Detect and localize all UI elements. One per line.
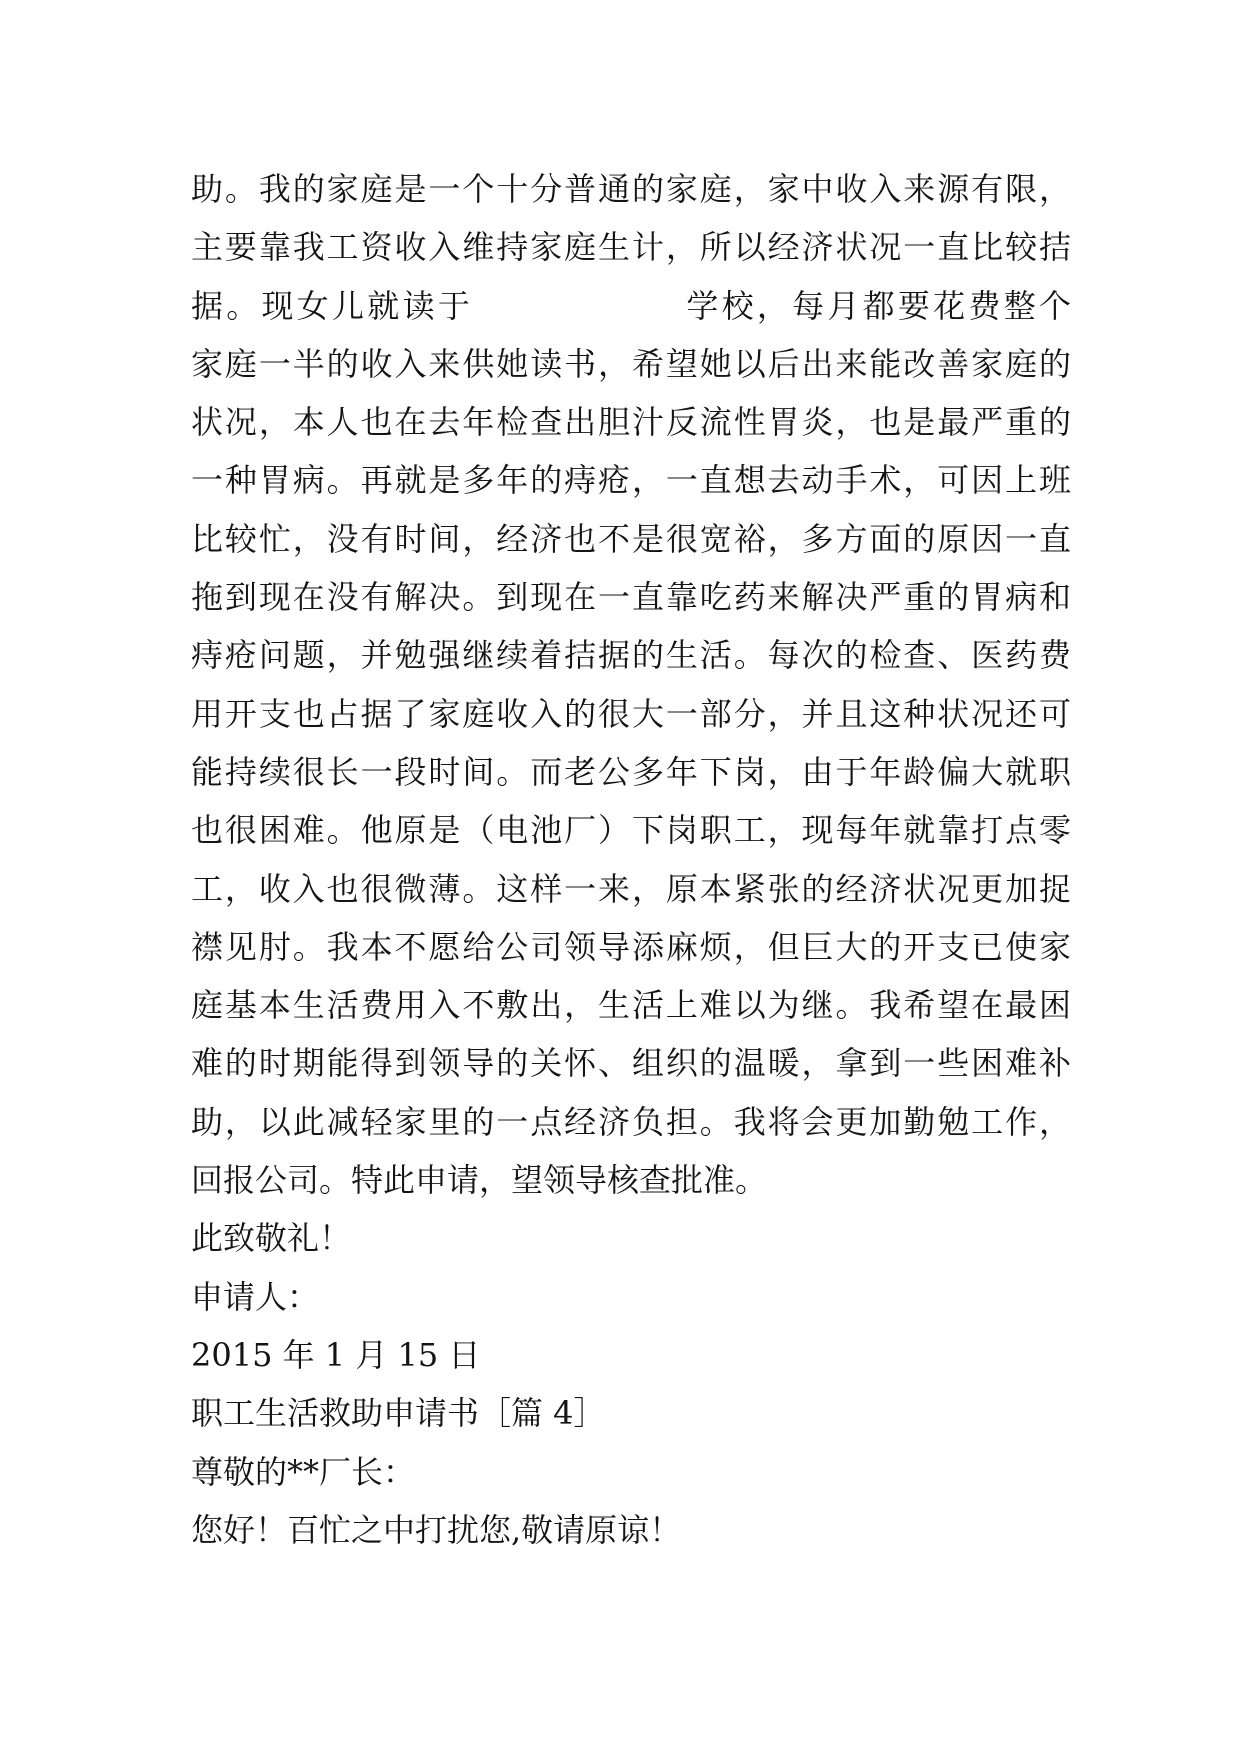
body-line-3-part-1: 据。现女儿就读于 [191,286,474,325]
closing-line: 回报公司。特此申请，望领导核查批准。 [191,1161,768,1200]
body-line-9: 痔疮问题，并勉强继续着拮据的生活。每次的检查、医药费 [191,636,1071,675]
body-line-3-part-2: 学校，每月都要花费整个 [683,286,1071,325]
body-line-3 [191,277,1071,335]
body-line-16: 难的时期能得到领导的关怀、组织的温暖，拿到一些困难补 [191,1044,1071,1083]
body-line-5: 状况，本人也在去年检查出胆汁反流性胃炎，也是最严重的 [191,403,1071,442]
body-line-6: 一种胃病。再就是多年的痔疮，一直想去动手术，可因上班 [191,461,1071,500]
document-body [191,160,1071,1559]
body-line-14: 襟见肘。我本不愿给公司领导添麻烦，但巨大的开支已使家 [191,927,1071,966]
body-line-15: 庭基本生活费用入不敷出，生活上难以为继。我希望在最困 [191,986,1071,1025]
body-line-4: 家庭一半的收入来供她读书，希望她以后出来能改善家庭的 [191,344,1071,383]
next-opening: 您好！百忙之中打扰您,敬请原谅！ [191,1510,682,1549]
body-line-2: 主要靠我工资收入维持家庭生计，所以经济状况一直比较拮 [191,228,1071,267]
applicant-label: 申请人： [191,1277,320,1316]
salutation-end: 此致敬礼！ [191,1219,352,1258]
body-line-1: 助。我的家庭是一个十分普通的家庭，家中收入来源有限， [191,170,1071,208]
body-line-7: 比较忙，没有时间，经济也不是很宽裕，多方面的原因一直 [191,519,1071,558]
body-line-11: 能持续很长一段时间。而老公多年下岗，由于年龄偏大就职 [191,752,1071,791]
next-document-title: 职工生活救助申请书［篇 4］ [191,1394,606,1433]
body-line-10: 用开支也占据了家庭收入的很大一部分，并且这种状况还可 [191,694,1071,733]
date-line: 2015 年 1 月 15 日 [191,1335,481,1374]
body-line-8: 拖到现在没有解决。到现在一直靠吃药来解决严重的胃病和 [191,578,1071,617]
next-greeting: 尊敬的**厂长： [191,1452,416,1491]
body-line-17: 助，以此减轻家里的一点经济负担。我将会更加勤勉工作， [191,1102,1071,1141]
body-line-13: 工，收入也很微薄。这样一来，原本紧张的经济状况更加捉 [191,869,1071,908]
body-line-12: 也很困难。他原是（电池厂）下岗职工，现每年就靠打点零 [191,811,1071,850]
